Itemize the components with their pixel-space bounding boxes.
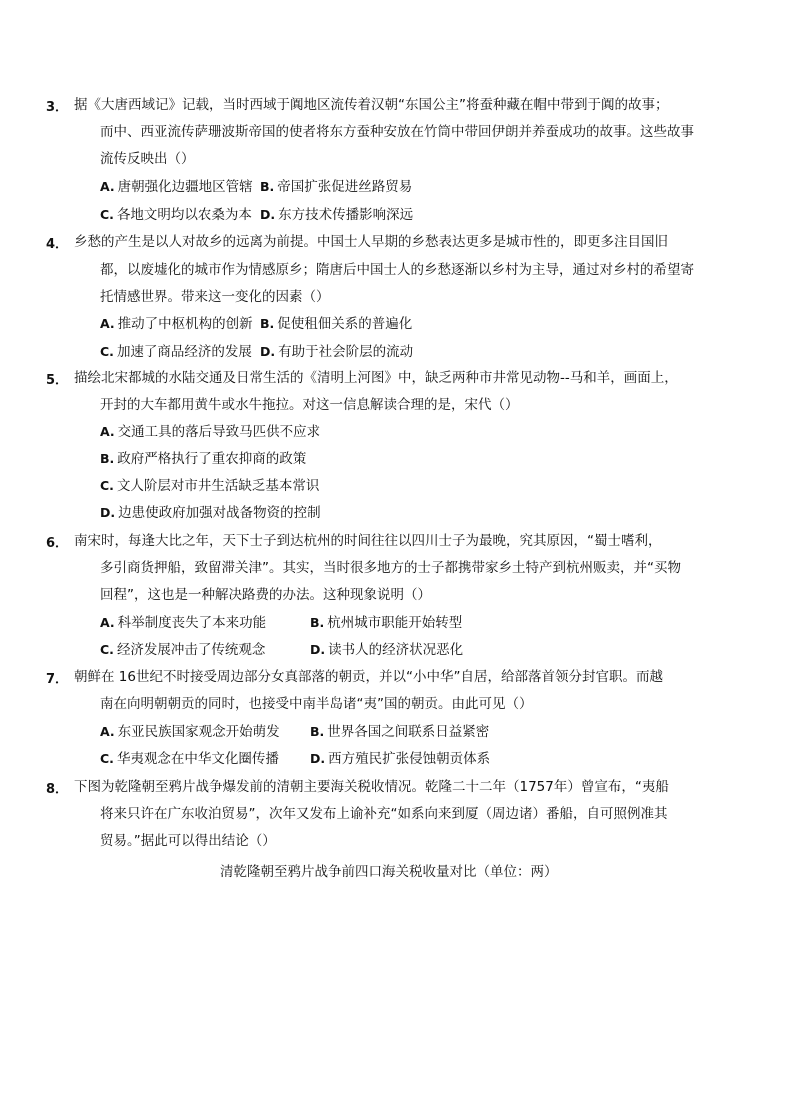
question-text-line: 南宋时，每逢大比之年，天下士子到达杭州的时间往往以四川士子为最晚，究其原因，“蜀士嗜利， <box>74 533 662 549</box>
question-text-line: 朝鲜在 16世纪不时接受周边部分女真部落的朝贡，并以“小中华”自居，给部落首领分封官职。而越 <box>74 669 663 685</box>
question-text-line: 贸易。”据此可以得出结论（） <box>100 833 276 849</box>
option-c[interactable]: C. 经济发展冲击了传统观念 <box>100 642 266 658</box>
question-number: 6． <box>46 536 69 551</box>
option-a[interactable]: A. 科举制度丧失了本来功能 <box>100 615 267 631</box>
option-c[interactable]: C. 各地文明均以农桑为本 <box>100 207 252 223</box>
question-text-line: 托情感世界。带来这一变化的因素（） <box>100 289 330 305</box>
option-a[interactable]: A. 东亚民族国家观念开始萌发 <box>100 724 280 740</box>
question-text-line: 开封的大车都用黄牛或水牛拖拉。对这一信息解读合理的是，宋代（） <box>100 397 519 413</box>
option-b[interactable]: B. 帝国扩张促进丝路贸易 <box>260 179 413 195</box>
chart-caption: 清乾隆朝至鸦片战争前四口海关税收量对比（单位：两） <box>220 864 558 880</box>
option-b[interactable]: B. 世界各国之间联系日益紧密 <box>310 724 490 740</box>
option-b[interactable]: B. 政府严格执行了重农抑商的政策 <box>100 451 307 467</box>
option-c[interactable]: C. 加速了商品经济的发展 <box>100 344 252 360</box>
option-a[interactable]: A. 交通工具的落后导致马匹供不应求 <box>100 424 321 440</box>
option-c[interactable]: C. 华夷观念在中华文化圈传播 <box>100 751 279 767</box>
question-text-line: 描绘北宋都城的水陆交通及日常生活的《清明上河图》中，缺乏两种市井常见动物--马和羊，画面上， <box>74 370 678 386</box>
question-text-line: 将来只许在广东收泊贸易”，次年又发布上谕补充“如系向来到厦（周边诸）番船，自可照例准其 <box>100 806 668 822</box>
option-a[interactable]: A. 推动了中枢机构的创新 <box>100 316 253 332</box>
question-text-line: 都，以废墟化的城市作为情感原乡；隋唐后中国士人的乡愁逐渐以乡村为主导，通过对乡村的希望寄 <box>100 262 694 278</box>
option-d[interactable]: D. 读书人的经济状况恶化 <box>310 642 464 658</box>
option-d[interactable]: D. 边患使政府加强对战备物资的控制 <box>100 505 321 521</box>
question-text-line: 下图为乾隆朝至鸦片战争爆发前的清朝主要海关税收情况。乾隆二十二年（1757年）曾宣布，“夷船 <box>74 779 669 795</box>
question-number: 7． <box>46 672 69 687</box>
question-text-line: 流传反映出（） <box>100 151 195 167</box>
question-text-line: 乡愁的产生是以人对故乡的远离为前提。中国士人早期的乡愁表达更多是城市性的，即更多注目国旧 <box>74 234 668 250</box>
option-b[interactable]: B. 促使租佃关系的普遍化 <box>260 316 413 332</box>
question-text-line: 回程”，这也是一种解决路费的办法。这种现象说明（） <box>100 587 431 603</box>
option-a[interactable]: A. 唐朝强化边疆地区管辖 <box>100 179 253 195</box>
question-number: 5． <box>46 373 69 388</box>
question-number: 3． <box>46 100 69 115</box>
question-number: 4． <box>46 237 69 252</box>
question-text-line: 多引商货押船，致留滞关津”。其实，当时很多地方的士子都携带家乡土特产到杭州贩卖，并“买物 <box>100 560 681 576</box>
question-text-line: 南在向明朝朝贡的同时，也接受中南半岛诸“夷”国的朝贡。由此可见（） <box>100 696 533 712</box>
question-text-line: 而中、西亚流传萨珊波斯帝国的使者将东方蚕种安放在竹筒中带回伊朗并养蚕成功的故事。这些故事 <box>100 124 694 140</box>
question-text-line: 据《大唐西域记》记载，当时西域于阗地区流传着汉朝“东国公主”将蚕种藏在帽中带到于阗的故事； <box>74 97 669 113</box>
question-number: 8． <box>46 782 69 797</box>
option-b[interactable]: B. 杭州城市职能开始转型 <box>310 615 463 631</box>
option-d[interactable]: D. 有助于社会阶层的流动 <box>260 344 414 360</box>
option-d[interactable]: D. 西方殖民扩张侵蚀朝贡体系 <box>310 751 491 767</box>
option-c[interactable]: C. 文人阶层对市井生活缺乏基本常识 <box>100 478 320 494</box>
option-d[interactable]: D. 东方技术传播影响深远 <box>260 207 414 223</box>
